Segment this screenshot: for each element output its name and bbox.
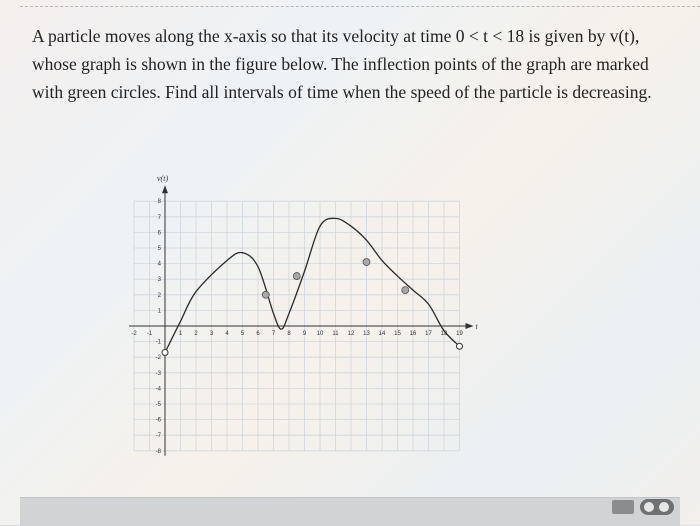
tick-labels [131, 199, 463, 455]
answer-bar[interactable] [20, 497, 680, 526]
question-text: A particle moves along the x-axis so that its velocity at time 0 < t < 18 is given by v(t), whose graph is shown in the figure below. The inflection points of the graph are marked with green circles. Find all intervals of time when the speed of the particle is decreasing. [32, 26, 652, 102]
y-tick-label: -6 [155, 417, 161, 424]
toggle-knob-right [659, 502, 669, 512]
y-tick-label: 6 [157, 230, 161, 237]
keyboard-icon[interactable] [612, 500, 634, 514]
open-endpoint [162, 350, 168, 356]
y-axis-label: v(t) [157, 174, 169, 184]
x-tick-label: 8 [287, 331, 291, 337]
x-tick-label: -1 [146, 331, 153, 337]
x-axis-arrow [466, 323, 474, 329]
x-tick-label: 19 [456, 331, 463, 337]
y-tick-label: -7 [155, 433, 161, 440]
x-tick-label: 5 [240, 331, 245, 337]
y-tick-label: 8 [157, 199, 161, 206]
y-tick-label: 5 [157, 246, 161, 252]
divider [20, 6, 700, 7]
inflection-point [262, 291, 269, 298]
y-tick-label: -4 [155, 386, 161, 393]
x-tick-label: 1 [178, 331, 183, 337]
x-axis-label: t [475, 322, 478, 331]
y-tick-label: 2 [157, 292, 161, 299]
y-tick-label: 1 [157, 308, 161, 315]
toggle-knob-left [644, 502, 654, 512]
x-tick-label: 11 [332, 331, 339, 337]
x-tick-label: 3 [209, 331, 214, 337]
graph-container [100, 150, 480, 470]
x-tick-label: 13 [363, 331, 370, 337]
y-tick-label: -8 [155, 448, 161, 455]
x-tick-label: 14 [378, 331, 386, 337]
y-tick-label: -1 [155, 339, 161, 346]
y-tick-label: -2 [155, 355, 161, 362]
x-tick-label: 9 [302, 331, 307, 337]
x-tick-label: 4 [225, 331, 229, 337]
x-tick-label: 6 [256, 331, 260, 337]
y-tick-label: 7 [157, 214, 161, 221]
inflection-point [363, 259, 370, 266]
x-tick-label: 18 [440, 331, 448, 337]
open-endpoint [457, 343, 463, 349]
x-tick-label: 16 [409, 331, 417, 337]
x-tick-label: 2 [194, 331, 198, 337]
toggle-icon[interactable] [640, 499, 674, 515]
y-tick-label: 3 [157, 277, 161, 284]
x-tick-label: 15 [394, 331, 401, 337]
y-tick-label: -5 [155, 402, 161, 408]
x-tick-label: 7 [271, 331, 276, 337]
y-tick-label: -3 [155, 370, 161, 377]
inflection-point [293, 273, 300, 280]
x-tick-label: 17 [425, 331, 432, 337]
inflection-point [402, 287, 409, 294]
x-tick-label: -2 [131, 331, 137, 337]
velocity-graph [100, 150, 480, 470]
x-tick-label: 10 [316, 331, 324, 337]
x-tick-label: 12 [347, 331, 355, 337]
marked-points [162, 259, 463, 356]
y-axis-arrow [162, 185, 168, 193]
y-tick-label: 4 [157, 261, 161, 268]
